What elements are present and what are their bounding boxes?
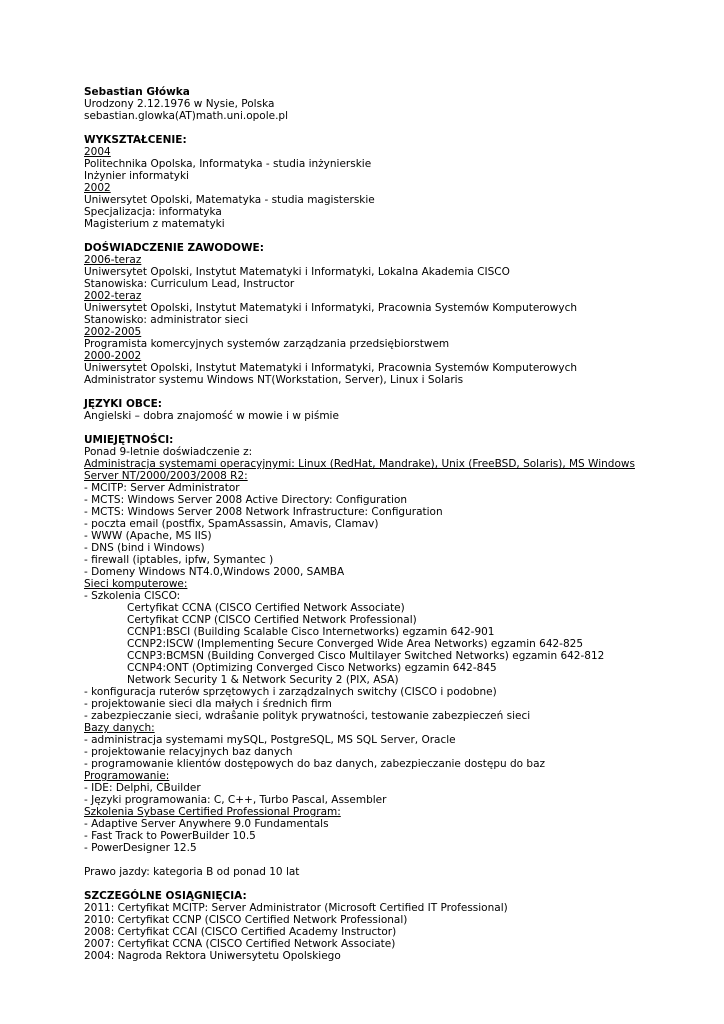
text-line: Magisterium z matematyki: [84, 218, 225, 230]
certificate-item: CCNP2:ISCW (Implementing Secure Converged Wide Area Networks) egzamin 642-825: [127, 638, 584, 650]
bullet-item: - WWW (Apache, MS IIS): [84, 530, 212, 542]
subheading: Szkolenia Sybase Certified Professional Program:: [84, 806, 341, 818]
text-line: Prawo jazdy: kategoria B od ponad 10 lat: [84, 866, 300, 878]
text-line: 2007: Certyfikat CCNA (CISCO Certified Network Associate): [84, 938, 396, 950]
bullet-item: - poczta email (postfix, SpamAssassin, Amavis, Clamav): [84, 518, 379, 530]
text-line: 2010: Certyfikat CCNP (CISCO Certified Network Professional): [84, 914, 408, 926]
subheading: Programowanie:: [84, 770, 170, 782]
text-line: 2011: Certyfikat MCITP: Server Administrator (Microsoft Certified IT Professional): [84, 902, 508, 914]
cv-content: [84, 86, 646, 974]
bullet-item: - programowanie klientów dostępowych do baz danych, zabezpieczanie dostępu do baz: [84, 758, 546, 770]
bullet-item: - Języki programowania: C, C++, Turbo Pascal, Assembler: [84, 794, 387, 806]
text-line: Specjalizacja: informatyka: [84, 206, 222, 218]
bullet-item: - MCTS: Windows Server 2008 Active Directory: Configuration: [84, 494, 408, 506]
text-line: Angielski – dobra znajomość w mowie i w piśmie: [84, 410, 339, 422]
section-heading: DOŚWIADCZENIE ZAWODOWE:: [84, 242, 264, 254]
subheading: 2004: [84, 146, 111, 158]
text-line: Stanowisko: administrator sieci: [84, 314, 249, 326]
bullet-item: - zabezpieczanie sieci, wdraŝanie polityk prywatności, testowanie zabezpieczeń sieci: [84, 710, 531, 722]
certificate-item: CCNP3:BCMSN (Building Converged Cisco Multilayer Switched Networks) egzamin 642-812: [127, 650, 605, 662]
bullet-item: - Adaptive Server Anywhere 9.0 Fundamentals: [84, 818, 329, 830]
bullet-item: - MCTS: Windows Server 2008 Network Infrastructure: Configuration: [84, 506, 443, 518]
subheading: 2000-2002: [84, 350, 142, 362]
certificate-item: Certyfikat CCNA (CISCO Certified Network Associate): [127, 602, 405, 614]
birth-info: Urodzony 2.12.1976 w Nysie, Polska: [84, 98, 275, 110]
bullet-item: - Fast Track to PowerBuilder 10.5: [84, 830, 256, 842]
section-heading: WYKSZTAŁCENIE:: [84, 134, 187, 146]
bullet-item: - projektowanie relacyjnych baz danych: [84, 746, 293, 758]
subheading: 2002-teraz: [84, 290, 142, 302]
text-line: Uniwersytet Opolski, Matematyka - studia magisterskie: [84, 194, 375, 206]
section-education: [84, 134, 646, 230]
text-line: Inżynier informatyki: [84, 170, 189, 182]
subheading: Administracja systemami operacyjnymi: Linux (RedHat, Mandrake), Unix (FreeBSD, Solaris), MS Windows Server NT/2000/2003/2008 R2:: [84, 458, 635, 482]
text-line: Stanowiska: Curriculum Lead, Instructor: [84, 278, 295, 290]
text-line: 2004: Nagroda Rektora Uniwersytetu Opolskiego: [84, 950, 341, 962]
subheading: Bazy danych:: [84, 722, 155, 734]
section-achievements: [84, 890, 646, 962]
bullet-item: - PowerDesigner 12.5: [84, 842, 197, 854]
bullet-item: - administracja systemami mySQL, PostgreSQL, MS SQL Server, Oracle: [84, 734, 456, 746]
bullet-item: - IDE: Delphi, CBuilder: [84, 782, 201, 794]
certificate-item: CCNP4:ONT (Optimizing Converged Cisco Networks) egzamin 642-845: [127, 662, 497, 674]
section-work-experience: [84, 242, 646, 386]
bullet-item: - MCITP: Server Administrator: [84, 482, 240, 494]
text-line: Programista komercyjnych systemów zarządzania przedsiębiorstwem: [84, 338, 450, 350]
certificate-item: CCNP1:BSCI (Building Scalable Cisco Internetworks) egzamin 642-901: [127, 626, 495, 638]
section-driving-license: [84, 866, 646, 878]
subheading: 2002: [84, 182, 111, 194]
section-heading: JĘZYKI OBCE:: [84, 398, 163, 410]
text-line: Uniwersytet Opolski, Instytut Matematyki i Informatyki, Pracownia Systemów Komputerowych: [84, 362, 578, 374]
bullet-item: - projektowanie sieci dla małych i średnich firm: [84, 698, 332, 710]
certificate-item: Network Security 1 & Network Security 2 (PIX, ASA): [127, 674, 399, 686]
text-line: Uniwersytet Opolski, Instytut Matematyki i Informatyki, Lokalna Akademia CISCO: [84, 266, 510, 278]
text-line: 2008: Certyfikat CCAI (CISCO Certified Academy Instructor): [84, 926, 397, 938]
certificate-item: Certyfikat CCNP (CISCO Certified Network Professional): [127, 614, 417, 626]
section-personal-header: [84, 86, 646, 122]
section-foreign-languages: [84, 398, 646, 422]
text-line: Politechnika Opolska, Informatyka - studia inżynierskie: [84, 158, 372, 170]
text-line: Uniwersytet Opolski, Instytut Matematyki i Informatyki, Pracownia Systemów Komputerowych: [84, 302, 578, 314]
subheading: 2006-teraz: [84, 254, 142, 266]
email-text: sebastian.glowka(AT)math.uni.opole.pl: [84, 110, 289, 122]
bullet-item: - konfiguracja ruterów sprzętowych i zarządzalnych switchy (CISCO i podobne): [84, 686, 497, 698]
text-line: Administrator systemu Windows NT(Workstation, Server), Linux i Solaris: [84, 374, 464, 386]
person-name: Sebastian Główka: [84, 86, 190, 98]
bullet-item: - Domeny Windows NT4.0,Windows 2000, SAMBA: [84, 566, 345, 578]
section-heading: UMIEJĘTNOŚCI:: [84, 434, 174, 446]
bullet-item: - firewall (iptables, ipfw, Symantec ): [84, 554, 274, 566]
bullet-item: - DNS (bind i Windows): [84, 542, 205, 554]
section-heading: SZCZEGÓLNE OSIĄGNIĘCIA:: [84, 890, 247, 902]
text-line: Ponad 9-letnie doświadczenie z:: [84, 446, 253, 458]
subheading: Sieci komputerowe:: [84, 578, 188, 590]
subheading: 2002-2005: [84, 326, 142, 338]
bullet-item: - Szkolenia CISCO:: [84, 590, 181, 602]
section-skills: [84, 434, 646, 854]
